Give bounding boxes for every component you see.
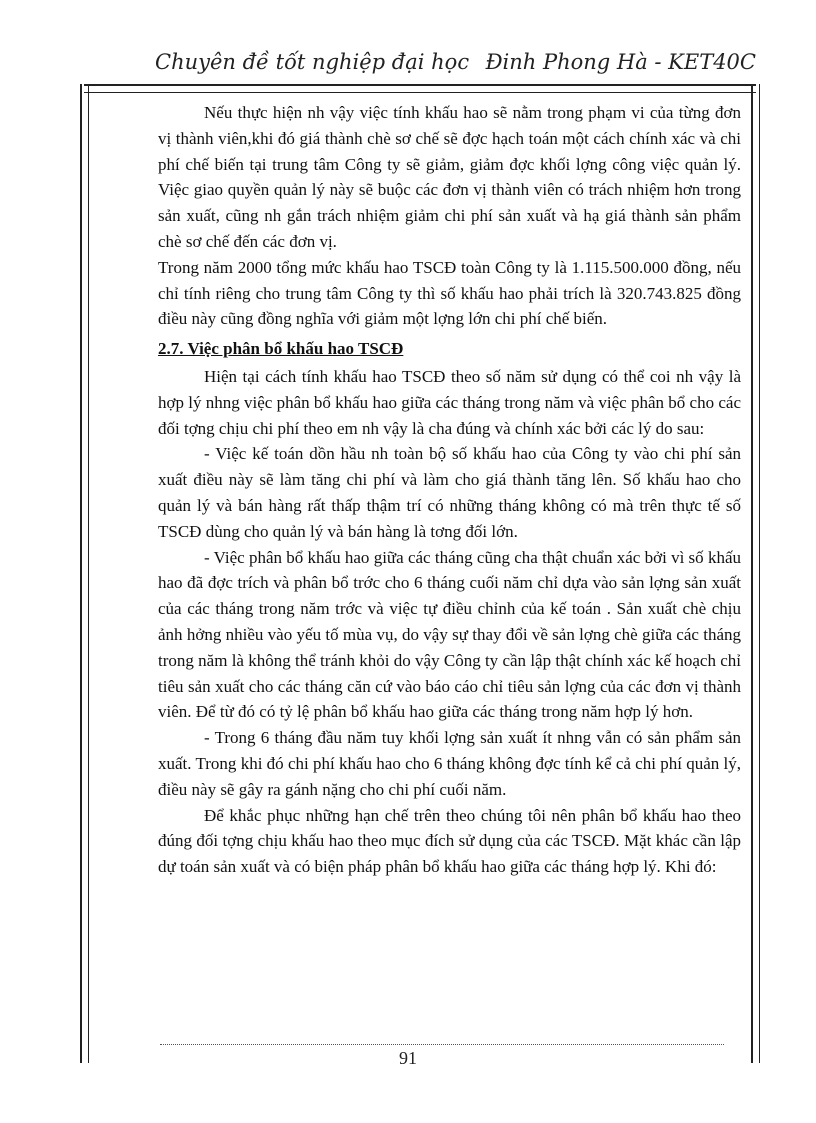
footer-rule — [160, 1044, 724, 1045]
paragraph-1: Nếu thực hiện nh vậy việc tính khấu hao sẽ nằm trong phạm vi của từng đơn vị thành viên,khi đó giá thành chè sơ chế sẽ đợc hạch toán một cách chính xác và chi phí chế biến tại trung tâm Công ty sẽ giảm, giảm đợc khối lợng công việc quản lý. Việc giao quyền quản lý này sẽ buộc các đơn vị thành viên có trách nhiệm hơn trong sản xuất, cũng nh gắn trách nhiệm giảm chi phí sản xuất và hạ giá thành sản phẩm chè sơ chế đến các đơn vị. — [158, 103, 741, 251]
body-text — [158, 100, 741, 880]
paragraph-7: Để khắc phục những hạn chế trên theo chúng tôi nên phân bổ khấu hao theo đúng đối tợng chịu khấu hao theo mục đích sử dụng của các TSCĐ. Mặt khác cần lập dự toán sản xuất và có biện pháp phân bổ khấu hao giữa các tháng hợp lý. Khi đó: — [158, 805, 741, 877]
paragraph-3: Hiện tại cách tính khấu hao TSCĐ theo số năm sử dụng có thể coi nh vậy là hợp lý nhng việc phân bổ khấu hao giữa các tháng trong năm và việc phân bổ cho các đối tợng chịu chi phí theo em nh vậy là cha đúng và chính xác bởi các lý do sau: — [158, 366, 741, 438]
page-number: 91 — [399, 1048, 417, 1068]
paragraph-6: - Trong 6 tháng đầu năm tuy khối lợng sản xuất ít nhng vẫn có sản phẩm sản xuất. Trong khi đó chi phí khấu hao cho 6 tháng không đợc tính kể cả chi phí quản lý, điều này sẽ gây ra gánh nặng cho chi phí cuối năm. — [158, 728, 741, 799]
left-border-rule — [80, 84, 89, 1063]
paragraph-2: Trong năm 2000 tổng mức khấu hao TSCĐ toàn Công ty là 1.115.500.000 đồng, nếu chỉ tính riêng cho trung tâm Công ty thì số khấu hao phải trích là 320.743.825 đồng điều này cũng đồng nghĩa với giảm một lợng lớn chi phí chế biến. — [158, 257, 741, 329]
page-header — [155, 50, 756, 84]
header-author: Đinh Phong Hà - KET40C — [485, 50, 756, 74]
header-title: Chuyên đề tốt nghiệp đại học — [155, 50, 470, 74]
header-rule — [84, 84, 756, 93]
right-border-rule — [751, 84, 760, 1063]
paragraph-5: - Việc phân bổ khấu hao giữa các tháng cũng cha thật chuẩn xác bởi vì số khấu hao đã đợc trích và phân bổ trớc cho 6 tháng cuối năm chỉ dựa vào sản lợng sản xuất của các tháng trong năm trớc và việc tự điều chỉnh của kế toán . Sản xuất chè chịu ảnh hởng nhiều vào yếu tố mùa vụ, do vậy sự thay đổi về sản lợng chè giữa các tháng trong năm là không thể tránh khỏi do vậy Công ty cần lập thật chính xác kế hoạch chỉ tiêu sản xuất cho các tháng căn cứ vào báo cáo chỉ tiêu sản lợng của các đơn vị thành viên. Để từ đó có tỷ lệ phân bổ khấu hao giữa các tháng trong năm hợp lý hơn. — [158, 547, 741, 722]
section-heading: 2.7. Việc phân bổ khấu hao TSCĐ — [158, 339, 404, 359]
paragraph-4: - Việc kế toán dồn hầu nh toàn bộ số khấu hao của Công ty vào chi phí sản xuất điều này sẽ làm tăng chi phí và làm cho giá thành tăng lên. Số khấu hao cho quản lý và bán hàng rất thấp thậm trí có những tháng không có mà trên thực tế số TSCĐ dùng cho quản lý và bán hàng là tơng đối lớn. — [158, 444, 741, 541]
